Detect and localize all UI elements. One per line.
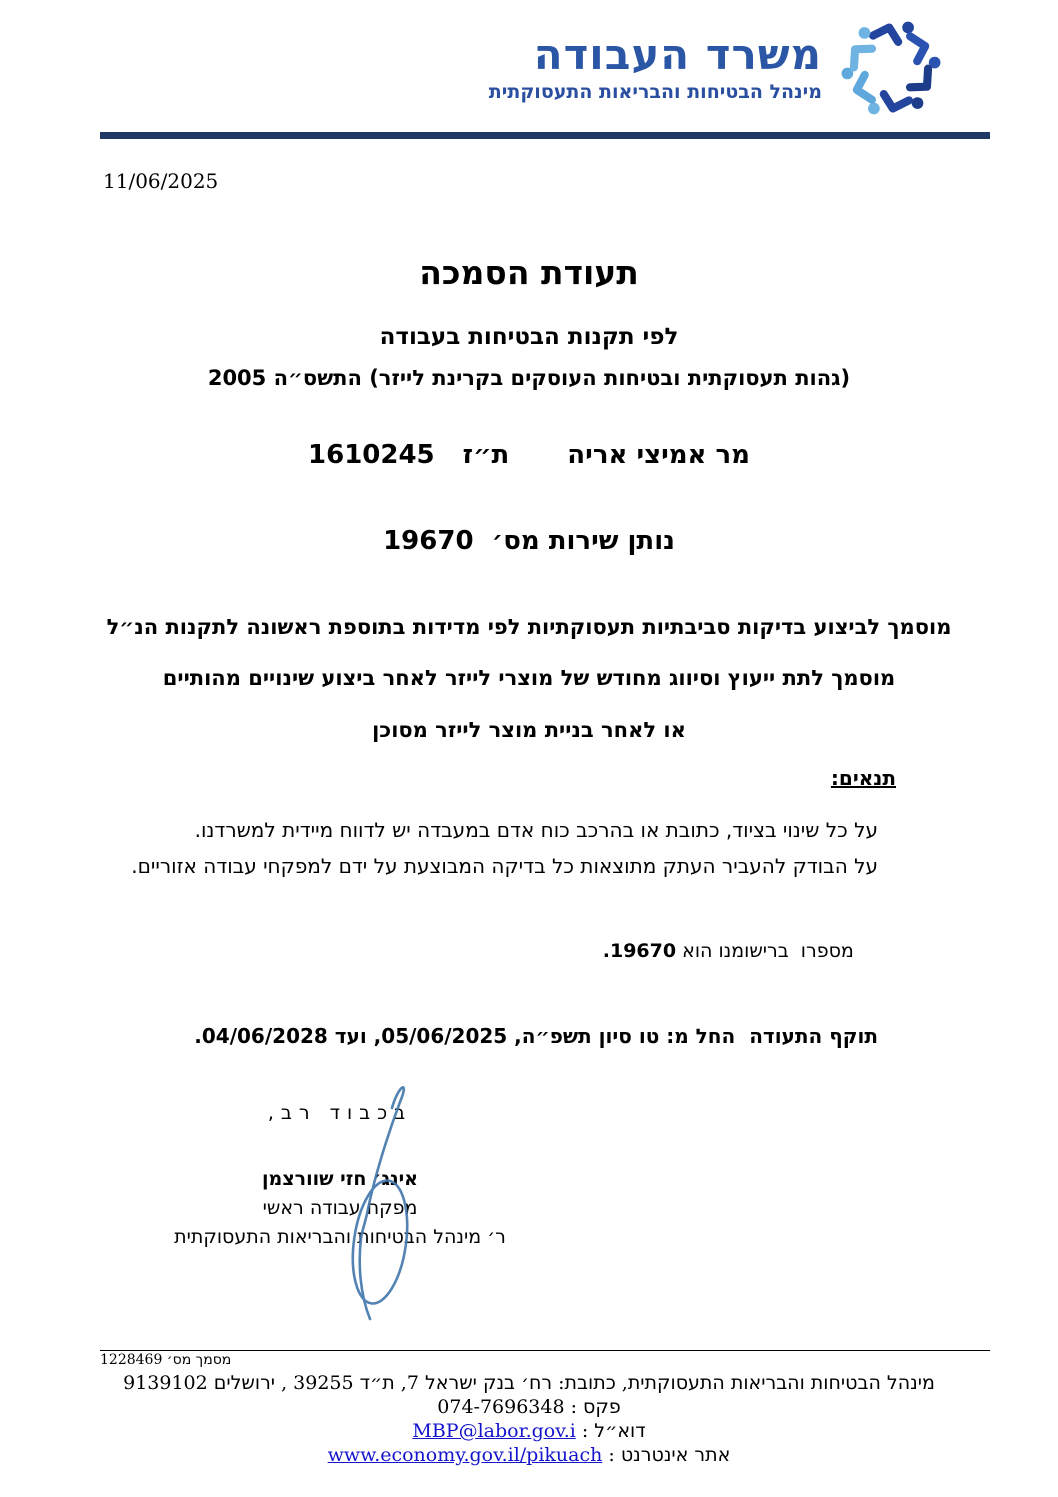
footer-document-number: מסמך מס׳ 1228469 [100, 1352, 232, 1368]
ministry-wordmark [488, 29, 822, 104]
authorization-text [0, 602, 1058, 756]
ministry-subtitle: מינהל הבטיחות והבריאות התעסוקתית [488, 81, 822, 104]
conditions-text [0, 812, 878, 884]
recipient-id-label: ת״ז [462, 440, 510, 470]
header-divider [100, 132, 990, 139]
footer-website-line [0, 1444, 1058, 1466]
signer-department: ר׳ מינהל הבטיחות והבריאות התעסוקתית [174, 1226, 506, 1249]
certificate-title: תעודת הסמכה [419, 253, 639, 292]
condition-line: על הבודק להעביר העתק מתוצאות כל בדיקה המבוצעת על ידם למפקחי עבודה אזוריים. [131, 854, 878, 879]
document-date: 11/06/2025 [103, 169, 219, 193]
footer-address: מינהל הבטיחות והבריאות התעסוקתית, כתובת: רח׳ בנק ישראל 7, ת״ד 39255 , ירושלים 9139102 [123, 1372, 935, 1394]
email-link[interactable]: MBP@labor.gov.i [412, 1420, 576, 1442]
signer-name: אינג׳ חזי שוורצמן [261, 1168, 418, 1191]
registry-number-line [0, 918, 878, 984]
header [0, 0, 1058, 126]
footer-divider [100, 1350, 990, 1351]
people-circle-icon [832, 14, 950, 122]
closing-salutation: בכבוד רב, [267, 1102, 413, 1125]
ministry-name: משרד העבודה [533, 29, 822, 79]
recipient-line [0, 440, 1058, 470]
authorization-line: מוסמך לביצוע בדיקות סביבתיות תעסוקתיות לפי מדידות בתוספת ראשונה לתקנות הנ״ל [106, 615, 952, 639]
authorization-line: או לאחר בניית מוצר לייזר מסוכן [372, 717, 686, 742]
authorization-line: מוסמך לתת ייעוץ וסיווג מחודש של מוצרי לייזר לאחר ביצוע שינויים מהותיים [162, 666, 896, 691]
registry-text: מספרו ברישומנו הוא [676, 940, 854, 963]
validity-line: תוקף התעודה החל מ: טו סיון תשפ״ה, 05/06/2025, ועד 04/06/2028. [194, 1024, 878, 1049]
service-provider-line: נותן שירות מס׳ 19670 [383, 526, 675, 556]
footer-fax: פקס : 074-7696348 [437, 1396, 621, 1418]
regulation-line: (גהות תעסוקתית ובטיחות העוסקים בקרינת לייזר) התשס״ה 2005 [207, 366, 851, 390]
footer-email-line [0, 1420, 1058, 1442]
signature-block [140, 1102, 540, 1248]
signer-role: מפקח עבודה ראשי [262, 1197, 418, 1220]
website-link[interactable]: www.economy.gov.il/pikuach [327, 1444, 603, 1466]
footer [0, 1350, 1058, 1466]
recipient-name: מר אמיצי אריה [567, 440, 750, 470]
email-label: דוא״ל : [575, 1420, 646, 1442]
conditions-title: תנאים: [830, 766, 896, 791]
registry-number: 19670. [602, 940, 677, 963]
certificate-subtitle: לפי תקנות הבטיחות בעבודה [379, 324, 679, 350]
condition-line: על כל שינוי בציוד, כתובת או בהרכב כוח אדם במעבדה יש לדווח מיידית למשרדנו. [194, 818, 878, 843]
website-label: אתר אינטרנט : [602, 1444, 731, 1466]
recipient-id-number: 1610245 [308, 440, 435, 470]
